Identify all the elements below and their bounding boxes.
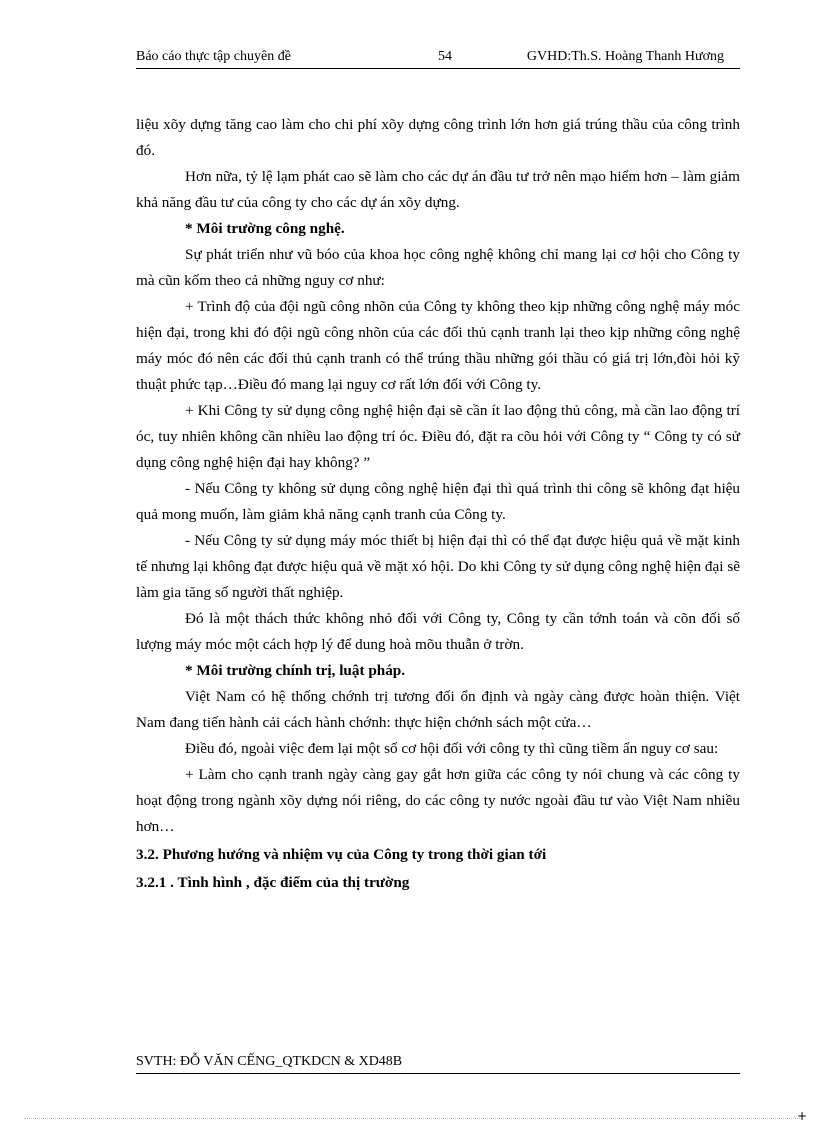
document-body <box>136 112 740 896</box>
paragraph: Đó là một thách thức không nhỏ đối với Công ty, Công ty cần tớnh toán và cõn đối số lượng máy móc một cách hợp lý để dung hoà mõu thuẫn ở trờn. <box>136 610 740 653</box>
page-header <box>136 48 740 69</box>
paragraph: Sự phát triển như vũ bóo của khoa học công nghệ không chỉ mang lại cơ hội cho Công ty mà cũn kốm theo cả những nguy cơ như: <box>136 246 740 289</box>
paragraph: - Nếu Công ty không sử dụng công nghệ hiện đại thì quá trình thi công sẽ không đạt hiệu quả mong muốn, làm giảm khả năng cạnh tranh của Công ty. <box>136 480 740 523</box>
header-supervisor: GVHD:Th.S. Hoàng Thanh Hương <box>526 49 724 64</box>
page-footer <box>136 1053 740 1074</box>
paragraph: - Nếu Công ty sử dụng máy móc thiết bị hiện đại thì có thể đạt được hiệu quả về mặt kinh tế nhưng lại không đạt được hiệu quả về mặt xó hội. Do khi Công ty sử dụng công nghệ hiện đại sẽ làm gia tăng số người thất nghiệp. <box>136 532 740 601</box>
paragraph: Điều đó, ngoài việc đem lại một số cơ hội đối với công ty thì cũng tiềm ẩn nguy cơ sau: <box>185 740 719 757</box>
paragraph: Hơn nữa, tỷ lệ lạm phát cao sẽ làm cho các dự án đầu tư trở nên mạo hiểm hơn – làm giảm khả năng đầu tư của công ty cho các dự án xõy dựng. <box>136 168 740 211</box>
heading-technology-environment: * Môi trường công nghệ. <box>185 220 345 237</box>
paragraph: Việt Nam có hệ thống chớnh trị tương đối ổn định và ngày càng được hoàn thiện. Việt Nam đang tiến hành cải cách hành chớnh: thực hiện chớnh sách một cửa… <box>136 688 740 731</box>
page-corner-marker: + <box>797 1109 808 1123</box>
section-heading-3-2: 3.2. Phương hướng và nhiệm vụ của Công ty trong thời gian tới <box>136 846 547 863</box>
footer-student-info: SVTH: ĐỖ VĂN CẾNG_QTKDCN & XD48B <box>136 1054 403 1069</box>
header-page-number: 54 <box>438 49 452 64</box>
paragraph: liệu xõy dựng tăng cao làm cho chi phí xõy dựng công trình lớn hơn giá trúng thầu của công trình đó. <box>136 116 740 159</box>
section-heading-3-2-1: 3.2.1 . Tình hình , đặc điểm của thị trường <box>136 874 410 891</box>
header-report-title: Báo cáo thực tập chuyên đề <box>136 49 291 64</box>
paragraph: + Làm cho cạnh tranh ngày càng gay gắt hơn giữa các công ty nói chung và các công ty hoạt động trong ngành xõy dựng nói riêng, do các công ty nước ngoài đầu tư vào Việt Nam nhiều hơn… <box>136 766 740 835</box>
heading-political-legal-environment: * Môi trường chính trị, luật pháp. <box>185 662 406 679</box>
page-boundary-line <box>24 1118 800 1119</box>
paragraph: + Khi Công ty sử dụng công nghệ hiện đại sẽ cần ít lao động thủ công, mà cần lao động trí óc, tuy nhiên không cần nhiều lao động trí óc. Điều đó, đặt ra cõu hỏi với Công ty “ Công ty có sử dụng công nghệ hiện đại hay không? ” <box>136 402 740 471</box>
paragraph: + Trình độ của đội ngũ công nhõn của Công ty không theo kịp những công nghệ máy móc hiện đại, trong khi đó đội ngũ công nhõn của các đối thủ cạnh tranh lại theo kịp những công nghệ máy móc đó nên các đối thủ cạnh tranh có thể trúng thầu những gói thầu có giá trị lớn,đòi hỏi kỹ thuật phức tạp…Điều đó mang lại nguy cơ rất lớn đối với Công ty. <box>136 298 740 393</box>
